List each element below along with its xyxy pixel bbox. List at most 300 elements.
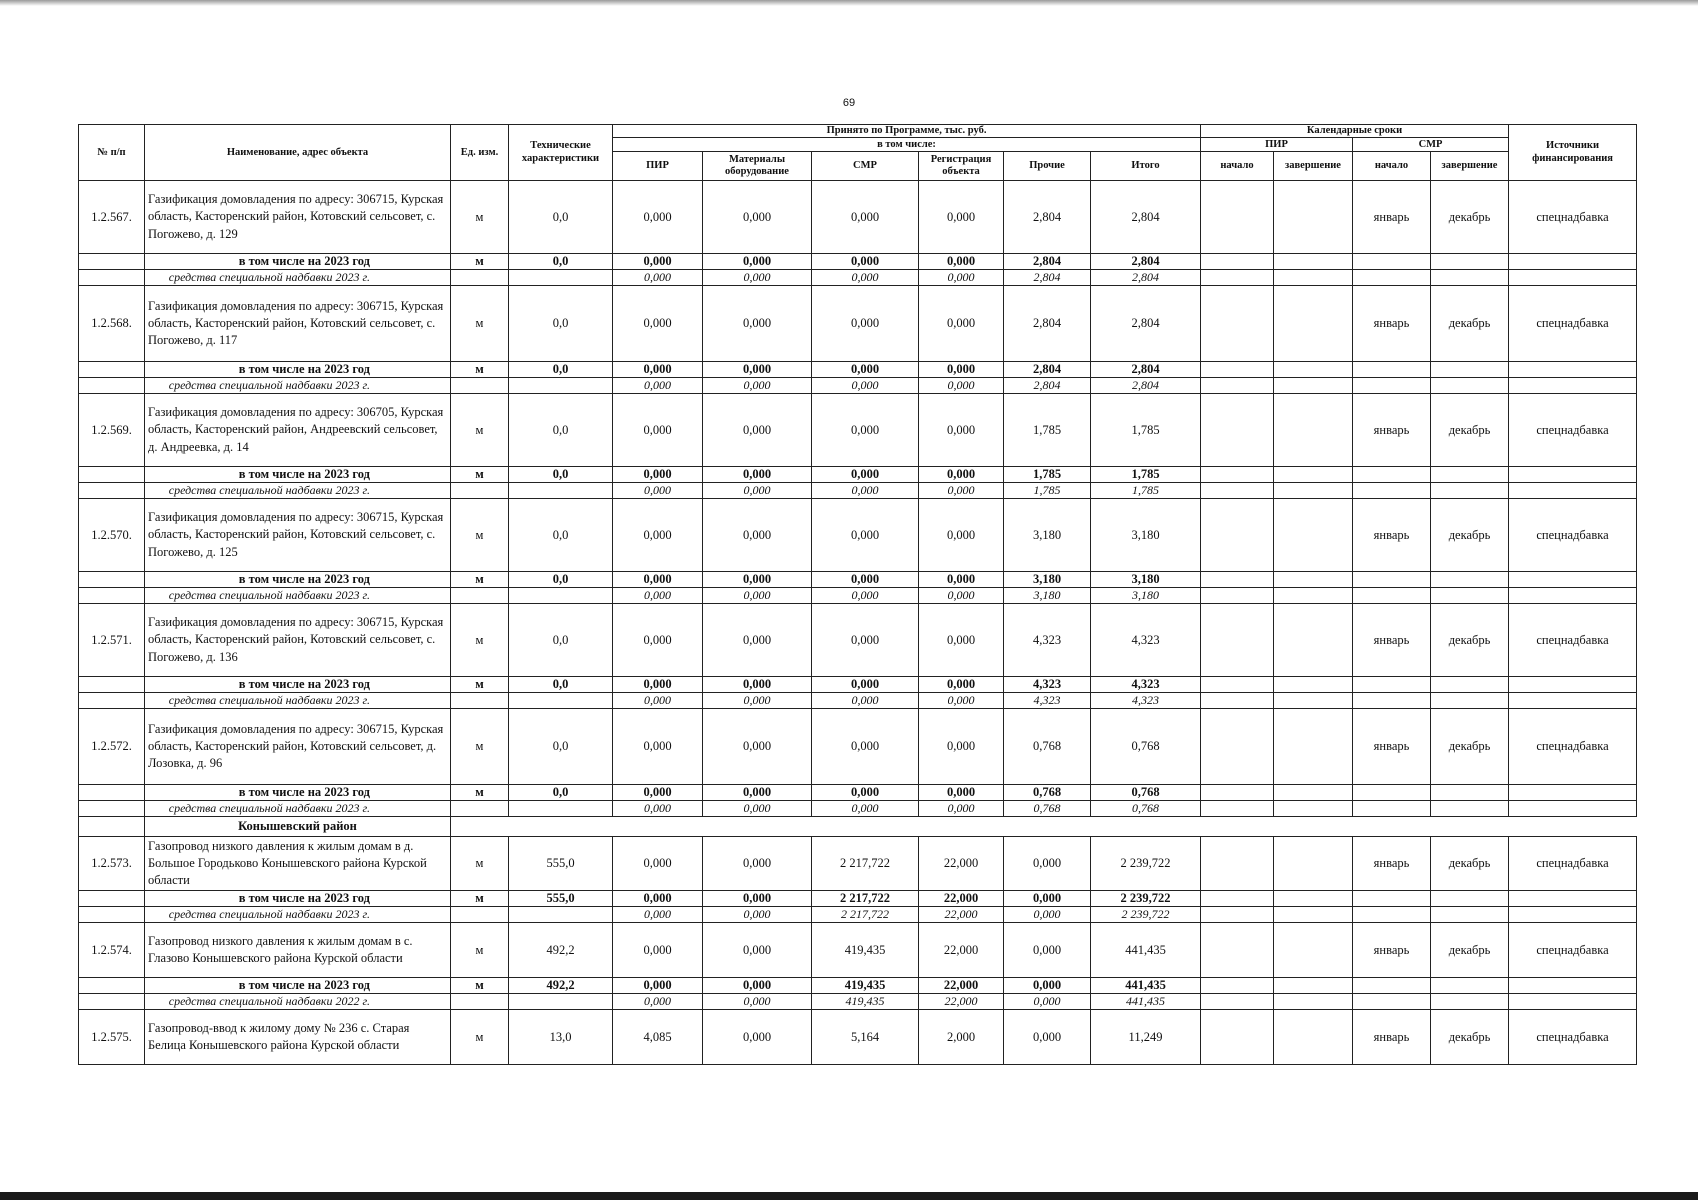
sub-materials: 0,000	[703, 891, 812, 907]
smr-value: 0,000	[812, 286, 919, 362]
funding-source: спецнадбавка	[1509, 286, 1637, 362]
other-value: 0,000	[1004, 1010, 1091, 1065]
sub-empty	[1201, 254, 1274, 270]
sub-materials: 0,000	[703, 254, 812, 270]
sub-tech: 555,0	[509, 891, 613, 907]
header-smr: СМР	[812, 152, 919, 181]
sub-empty	[79, 362, 145, 378]
funds-other: 0,000	[1004, 907, 1091, 923]
sub-tech: 0,0	[509, 362, 613, 378]
funds-empty	[1431, 270, 1509, 286]
sub-tech: 0,0	[509, 785, 613, 801]
sub-empty	[79, 978, 145, 994]
sub-other: 0,000	[1004, 891, 1091, 907]
funds-empty	[1509, 588, 1637, 604]
smr-value: 2 217,722	[812, 837, 919, 891]
tech-characteristics: 13,0	[509, 1010, 613, 1065]
tech-characteristics: 0,0	[509, 709, 613, 785]
object-name: Газификация домовладения по адресу: 306715, Курская область, Касторенский район, Котовский сельсовет, с. Погожево, д. 129	[145, 181, 451, 254]
unit: м	[451, 181, 509, 254]
funds-empty	[1353, 907, 1431, 923]
pir-start	[1201, 604, 1274, 677]
funds-empty	[1353, 693, 1431, 709]
header-pir-end: завершение	[1274, 152, 1353, 181]
row-number: 1.2.568.	[79, 286, 145, 362]
funds-label: средства специальной надбавки 2023 г.	[145, 588, 451, 604]
other-value: 0,000	[1004, 837, 1091, 891]
registration-value: 0,000	[919, 709, 1004, 785]
sub-pir: 0,000	[613, 891, 703, 907]
sub-other: 0,000	[1004, 978, 1091, 994]
sub-empty	[1509, 362, 1637, 378]
tech-characteristics: 0,0	[509, 394, 613, 467]
sub-other: 2,804	[1004, 362, 1091, 378]
funds-empty	[1274, 270, 1353, 286]
funds-label: средства специальной надбавки 2023 г.	[145, 907, 451, 923]
sub-empty	[1431, 572, 1509, 588]
sub-label: в том числе на 2023 год	[145, 891, 451, 907]
sub-empty	[1201, 362, 1274, 378]
sub-pir: 0,000	[613, 254, 703, 270]
sub-empty	[1353, 572, 1431, 588]
sub-other: 2,804	[1004, 254, 1091, 270]
pir-end	[1274, 923, 1353, 978]
materials-value: 0,000	[703, 923, 812, 978]
pir-end	[1274, 394, 1353, 467]
sub-pir: 0,000	[613, 677, 703, 693]
sub-registration: 22,000	[919, 978, 1004, 994]
sub-unit: м	[451, 572, 509, 588]
sub-total: 441,435	[1091, 978, 1201, 994]
header-calendar: Календарные сроки	[1201, 125, 1509, 138]
sub-pir: 0,000	[613, 785, 703, 801]
sub-empty	[1431, 254, 1509, 270]
funds-empty	[1274, 588, 1353, 604]
funds-empty	[79, 801, 145, 817]
sub-total: 2 239,722	[1091, 891, 1201, 907]
sub-empty	[1274, 572, 1353, 588]
total-value: 1,785	[1091, 394, 1201, 467]
funds-label: средства специальной надбавки 2022 г.	[145, 994, 451, 1010]
sub-empty	[1431, 891, 1509, 907]
table-row	[79, 923, 1637, 978]
tech-characteristics: 0,0	[509, 499, 613, 572]
object-name: Газификация домовладения по адресу: 306715, Курская область, Касторенский район, Котовский сельсовет, с. Погожево, д. 117	[145, 286, 451, 362]
pir-end	[1274, 1010, 1353, 1065]
header-tech: Технические характеристики	[509, 125, 613, 181]
sub-smr: 0,000	[812, 677, 919, 693]
funds-other: 1,785	[1004, 483, 1091, 499]
sub-smr: 0,000	[812, 572, 919, 588]
sub-total: 3,180	[1091, 572, 1201, 588]
header-cal-smr: СМР	[1353, 138, 1509, 152]
funds-smr: 419,435	[812, 994, 919, 1010]
header-including: в том числе:	[613, 138, 1201, 152]
sub-tech: 492,2	[509, 978, 613, 994]
header-sources: Источники финансирования	[1509, 125, 1637, 181]
sub-empty	[1274, 785, 1353, 801]
sub-materials: 0,000	[703, 572, 812, 588]
funds-empty	[1431, 483, 1509, 499]
header-other: Прочие	[1004, 152, 1091, 181]
funds-empty	[1274, 801, 1353, 817]
sub-registration: 0,000	[919, 572, 1004, 588]
page-number: 69	[842, 97, 856, 109]
object-name: Газопровод низкого давления к жилым домам в д. Большое Городьково Конышевского района Курской области	[145, 837, 451, 891]
funds-registration: 22,000	[919, 907, 1004, 923]
funds-empty	[451, 378, 509, 394]
funds-empty	[79, 907, 145, 923]
funds-pir: 0,000	[613, 483, 703, 499]
smr-value: 0,000	[812, 604, 919, 677]
header-materials: Материалы оборудование	[703, 152, 812, 181]
funds-pir: 0,000	[613, 693, 703, 709]
funds-smr: 2 217,722	[812, 907, 919, 923]
header-accepted: Принято по Программе, тыс. руб.	[613, 125, 1201, 138]
sub-pir: 0,000	[613, 467, 703, 483]
funds-empty	[451, 994, 509, 1010]
sub-pir: 0,000	[613, 978, 703, 994]
table-row	[79, 604, 1637, 677]
funds-registration: 0,000	[919, 378, 1004, 394]
sub-label: в том числе на 2023 год	[145, 572, 451, 588]
sub-empty	[1509, 978, 1637, 994]
funds-empty	[509, 270, 613, 286]
total-value: 2,804	[1091, 181, 1201, 254]
pir-value: 0,000	[613, 923, 703, 978]
funds-empty	[1201, 378, 1274, 394]
header-pir: ПИР	[613, 152, 703, 181]
funds-empty	[79, 270, 145, 286]
funds-pir: 0,000	[613, 588, 703, 604]
pir-value: 0,000	[613, 604, 703, 677]
pir-start	[1201, 709, 1274, 785]
pir-start	[1201, 499, 1274, 572]
row-number: 1.2.573.	[79, 837, 145, 891]
table-row	[79, 1010, 1637, 1065]
funding-source: спецнадбавка	[1509, 604, 1637, 677]
sub-empty	[1201, 677, 1274, 693]
sub-empty	[1509, 891, 1637, 907]
sub-empty	[1201, 572, 1274, 588]
sub-total: 4,323	[1091, 677, 1201, 693]
unit: м	[451, 499, 509, 572]
funds-total: 3,180	[1091, 588, 1201, 604]
sub-empty	[1274, 891, 1353, 907]
row-number: 1.2.567.	[79, 181, 145, 254]
funds-materials: 0,000	[703, 801, 812, 817]
header-no: № п/п	[79, 125, 145, 181]
funds-label: средства специальной надбавки 2023 г.	[145, 378, 451, 394]
pir-end	[1274, 837, 1353, 891]
table-row	[79, 181, 1637, 254]
funds-pir: 0,000	[613, 378, 703, 394]
sub-empty	[1509, 677, 1637, 693]
smr-value: 0,000	[812, 181, 919, 254]
sub-unit: м	[451, 785, 509, 801]
funding-source: спецнадбавка	[1509, 499, 1637, 572]
funds-empty	[509, 994, 613, 1010]
funds-row	[79, 994, 1637, 1010]
sub-smr: 0,000	[812, 254, 919, 270]
district-empty-cell	[451, 817, 1637, 837]
subtotal-row	[79, 891, 1637, 907]
funds-other: 2,804	[1004, 270, 1091, 286]
funds-empty	[1431, 588, 1509, 604]
sub-smr: 0,000	[812, 785, 919, 801]
total-value: 4,323	[1091, 604, 1201, 677]
unit: м	[451, 837, 509, 891]
smr-end: декабрь	[1431, 394, 1509, 467]
funds-label: средства специальной надбавки 2023 г.	[145, 483, 451, 499]
funds-label: средства специальной надбавки 2023 г.	[145, 801, 451, 817]
funds-empty	[1353, 378, 1431, 394]
other-value: 0,768	[1004, 709, 1091, 785]
funds-empty	[509, 801, 613, 817]
pir-start	[1201, 923, 1274, 978]
pir-start	[1201, 286, 1274, 362]
sub-smr: 419,435	[812, 978, 919, 994]
registration-value: 0,000	[919, 499, 1004, 572]
funds-materials: 0,000	[703, 378, 812, 394]
unit: м	[451, 923, 509, 978]
pir-value: 0,000	[613, 499, 703, 572]
funds-materials: 0,000	[703, 270, 812, 286]
tech-characteristics: 0,0	[509, 181, 613, 254]
table-body	[79, 181, 1637, 1065]
smr-value: 0,000	[812, 499, 919, 572]
sub-registration: 22,000	[919, 891, 1004, 907]
sub-label: в том числе на 2023 год	[145, 362, 451, 378]
pir-start	[1201, 1010, 1274, 1065]
subtotal-row	[79, 362, 1637, 378]
sub-empty	[1274, 254, 1353, 270]
smr-start: январь	[1353, 286, 1431, 362]
object-name: Газификация домовладения по адресу: 306715, Курская область, Касторенский район, Котовский сельсовет, с. Погожево, д. 136	[145, 604, 451, 677]
sub-empty	[1353, 254, 1431, 270]
funds-empty	[1353, 483, 1431, 499]
sub-tech: 0,0	[509, 254, 613, 270]
sub-empty	[1353, 362, 1431, 378]
table-header	[79, 125, 1637, 181]
funding-source: спецнадбавка	[1509, 837, 1637, 891]
funds-pir: 0,000	[613, 907, 703, 923]
materials-value: 0,000	[703, 394, 812, 467]
sub-empty	[1509, 785, 1637, 801]
registration-value: 22,000	[919, 837, 1004, 891]
table-row	[79, 709, 1637, 785]
tech-characteristics: 492,2	[509, 923, 613, 978]
pir-value: 0,000	[613, 181, 703, 254]
other-value: 2,804	[1004, 181, 1091, 254]
sub-empty	[1353, 891, 1431, 907]
object-name: Газификация домовладения по адресу: 306705, Курская область, Касторенский район, Андреевский сельсовет, д. Андреевка, д. 14	[145, 394, 451, 467]
sub-empty	[79, 677, 145, 693]
pir-end	[1274, 499, 1353, 572]
funds-smr: 0,000	[812, 588, 919, 604]
materials-value: 0,000	[703, 837, 812, 891]
sub-smr: 0,000	[812, 362, 919, 378]
sub-total: 2,804	[1091, 362, 1201, 378]
smr-start: январь	[1353, 837, 1431, 891]
funds-total: 2,804	[1091, 378, 1201, 394]
funds-empty	[1509, 693, 1637, 709]
sub-empty	[79, 785, 145, 801]
sub-label: в том числе на 2023 год	[145, 978, 451, 994]
funds-empty	[1274, 994, 1353, 1010]
funds-row	[79, 801, 1637, 817]
scan-bottom-edge	[0, 1192, 1698, 1200]
sub-empty	[1431, 467, 1509, 483]
other-value: 2,804	[1004, 286, 1091, 362]
smr-value: 0,000	[812, 709, 919, 785]
pir-end	[1274, 709, 1353, 785]
tech-characteristics: 0,0	[509, 286, 613, 362]
funds-empty	[1201, 483, 1274, 499]
sub-label: в том числе на 2023 год	[145, 785, 451, 801]
funds-empty	[451, 693, 509, 709]
funds-materials: 0,000	[703, 483, 812, 499]
funds-empty	[1509, 907, 1637, 923]
sub-label: в том числе на 2023 год	[145, 254, 451, 270]
sub-empty	[1201, 467, 1274, 483]
header-total: Итого	[1091, 152, 1201, 181]
funds-empty	[1201, 994, 1274, 1010]
sub-registration: 0,000	[919, 362, 1004, 378]
total-value: 2 239,722	[1091, 837, 1201, 891]
subtotal-row	[79, 467, 1637, 483]
funds-empty	[79, 994, 145, 1010]
sub-empty	[1509, 467, 1637, 483]
funds-row	[79, 270, 1637, 286]
row-number: 1.2.569.	[79, 394, 145, 467]
unit: м	[451, 394, 509, 467]
funds-empty	[1431, 693, 1509, 709]
materials-value: 0,000	[703, 499, 812, 572]
funding-source: спецнадбавка	[1509, 709, 1637, 785]
funds-materials: 0,000	[703, 588, 812, 604]
subtotal-row	[79, 677, 1637, 693]
sub-smr: 2 217,722	[812, 891, 919, 907]
smr-end: декабрь	[1431, 499, 1509, 572]
row-number: 1.2.574.	[79, 923, 145, 978]
funds-empty	[1201, 801, 1274, 817]
unit: м	[451, 604, 509, 677]
sub-total: 1,785	[1091, 467, 1201, 483]
sub-materials: 0,000	[703, 467, 812, 483]
other-value: 4,323	[1004, 604, 1091, 677]
funds-total: 4,323	[1091, 693, 1201, 709]
pir-end	[1274, 604, 1353, 677]
smr-end: декабрь	[1431, 923, 1509, 978]
funds-empty	[509, 907, 613, 923]
sub-tech: 0,0	[509, 572, 613, 588]
materials-value: 0,000	[703, 181, 812, 254]
header-smr-end: завершение	[1431, 152, 1509, 181]
funds-empty	[1201, 588, 1274, 604]
header-registration: Регистрация объекта	[919, 152, 1004, 181]
sub-empty	[1274, 978, 1353, 994]
sub-unit: м	[451, 362, 509, 378]
smr-start: январь	[1353, 604, 1431, 677]
funds-row	[79, 693, 1637, 709]
funds-total: 1,785	[1091, 483, 1201, 499]
sub-label: в том числе на 2023 год	[145, 467, 451, 483]
sub-empty	[1353, 785, 1431, 801]
smr-value: 5,164	[812, 1010, 919, 1065]
sub-registration: 0,000	[919, 677, 1004, 693]
sub-empty	[1274, 467, 1353, 483]
sub-materials: 0,000	[703, 362, 812, 378]
sub-other: 1,785	[1004, 467, 1091, 483]
funds-empty	[1431, 378, 1509, 394]
funds-empty	[451, 801, 509, 817]
funds-smr: 0,000	[812, 483, 919, 499]
funding-source: спецнадбавка	[1509, 181, 1637, 254]
sub-empty	[79, 572, 145, 588]
sub-registration: 0,000	[919, 785, 1004, 801]
pir-value: 4,085	[613, 1010, 703, 1065]
funds-materials: 0,000	[703, 994, 812, 1010]
registration-value: 0,000	[919, 181, 1004, 254]
materials-value: 0,000	[703, 604, 812, 677]
pir-start	[1201, 837, 1274, 891]
smr-start: январь	[1353, 923, 1431, 978]
funds-total: 2,804	[1091, 270, 1201, 286]
sub-materials: 0,000	[703, 677, 812, 693]
subtotal-row	[79, 978, 1637, 994]
sub-empty	[1509, 572, 1637, 588]
funds-empty	[451, 483, 509, 499]
funds-empty	[1431, 994, 1509, 1010]
funds-empty	[1353, 270, 1431, 286]
funding-source: спецнадбавка	[1509, 1010, 1637, 1065]
total-value: 2,804	[1091, 286, 1201, 362]
sub-registration: 0,000	[919, 467, 1004, 483]
funds-empty	[1509, 270, 1637, 286]
unit: м	[451, 709, 509, 785]
sub-total: 2,804	[1091, 254, 1201, 270]
smr-end: декабрь	[1431, 181, 1509, 254]
registration-value: 22,000	[919, 923, 1004, 978]
other-value: 1,785	[1004, 394, 1091, 467]
sub-registration: 0,000	[919, 254, 1004, 270]
subtotal-row	[79, 572, 1637, 588]
total-value: 0,768	[1091, 709, 1201, 785]
funds-empty	[1274, 378, 1353, 394]
header-smr-start: начало	[1353, 152, 1431, 181]
object-name: Газификация домовладения по адресу: 306715, Курская область, Касторенский район, Котовский сельсовет, с. Погожево, д. 125	[145, 499, 451, 572]
sub-empty	[79, 891, 145, 907]
funds-empty	[1431, 801, 1509, 817]
sub-unit: м	[451, 978, 509, 994]
total-value: 3,180	[1091, 499, 1201, 572]
registration-value: 2,000	[919, 1010, 1004, 1065]
row-number: 1.2.572.	[79, 709, 145, 785]
pir-value: 0,000	[613, 394, 703, 467]
funds-empty	[1509, 801, 1637, 817]
smr-value: 0,000	[812, 394, 919, 467]
pir-value: 0,000	[613, 286, 703, 362]
funds-label: средства специальной надбавки 2023 г.	[145, 270, 451, 286]
sub-pir: 0,000	[613, 362, 703, 378]
pir-value: 0,000	[613, 837, 703, 891]
sub-unit: м	[451, 677, 509, 693]
registration-value: 0,000	[919, 286, 1004, 362]
funds-total: 0,768	[1091, 801, 1201, 817]
sub-empty	[79, 467, 145, 483]
materials-value: 0,000	[703, 286, 812, 362]
